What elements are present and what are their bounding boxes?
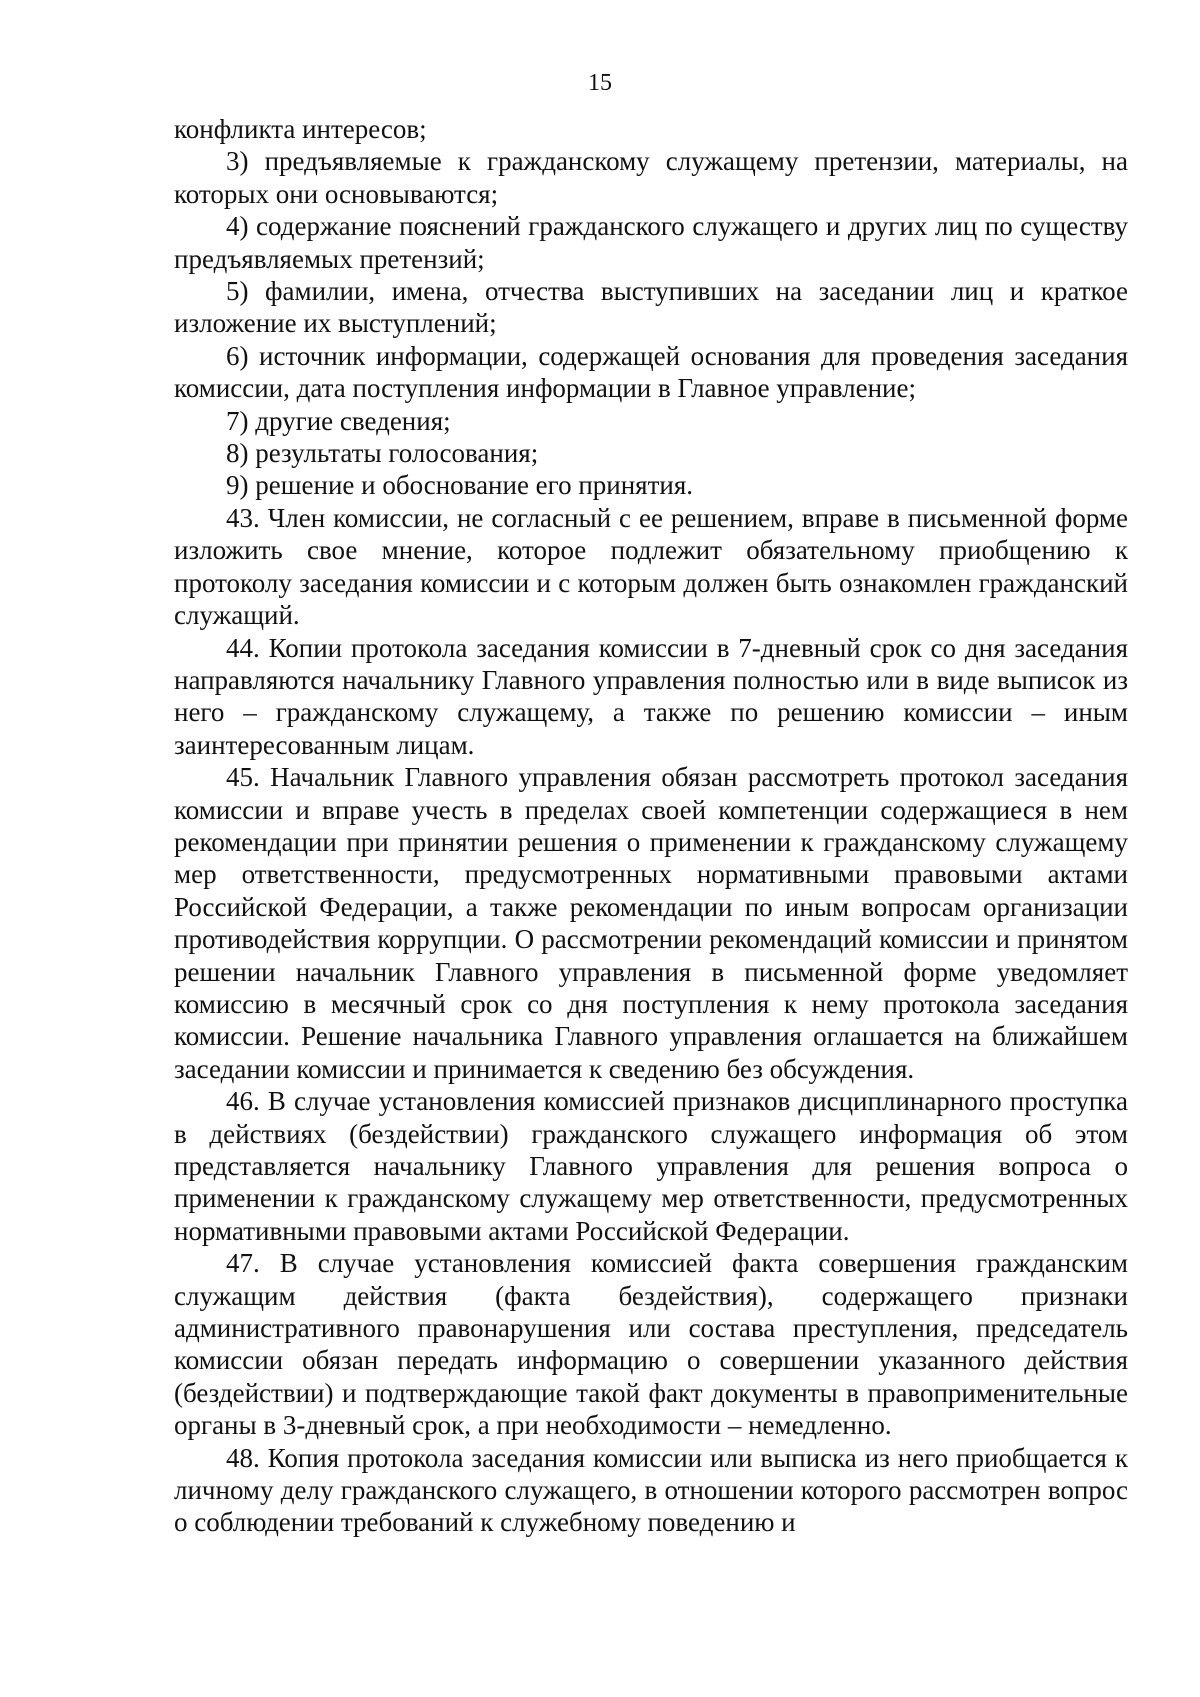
list-item-6: 6) источник информации, содержащей основания для проведения заседания комиссии, дата поступления информации в Главное управление;	[174, 340, 1128, 404]
list-item-7: 7) другие сведения;	[226, 405, 451, 436]
list-item-9: 9) решение и обоснование его принятия.	[226, 470, 694, 501]
clause-45: 45. Начальник Главного управления обязан рассмотреть протокол заседания комиссии и вправе учесть в пределах своей компетенции содержащиеся в нем рекомендации при принятии решения о применении к гражданскому служащему мер ответственности, предусмотренных нормативными правовыми актами Российской Федерации, а также рекомендации по иным вопросам организации противодействия коррупции. О рассмотрении рекомендаций комиссии и принятом решении начальник Главного управления в письменной форме уведомляет комиссию в месячный срок со дня поступления к нему протокола заседания комиссии. Решение начальника Главного управления оглашается на ближайшем заседании комиссии и принимается к сведению без обсуждения.	[174, 762, 1128, 1084]
clause-43: 43. Член комиссии, не согласный с ее решением, вправе в письменной форме изложить свое мнение, которое подлежит обязательному приобщению к протоколу заседания комиссии и с которым должен быть ознакомлен гражданский служащий.	[174, 502, 1128, 631]
clause-44: 44. Копии протокола заседания комиссии в 7-дневный срок со дня заседания направляются начальнику Главного управления полностью или в виде выписок из него – гражданскому служащему, а также по решению комиссии – иным заинтересованным лицам.	[174, 632, 1128, 760]
list-item-3: 3) предъявляемые к гражданскому служащему претензии, материалы, на которых они основываются;	[174, 146, 1128, 209]
page-number: 15	[588, 70, 612, 96]
clause-48: 48. Копия протокола заседания комиссии или выписка из него приобщается к личному делу гражданского служащего, в отношении которого рассмотрен вопрос о соблюдении требований к служебному поведению и	[174, 1442, 1128, 1538]
clause-47: 47. В случае установления комиссией факта совершения гражданским служащим действия (факта бездействия), содержащего признаки административного правонарушения или состава преступления, председатель комиссии обязан передать информацию о совершении указанного действия (бездействии) и подтверждающие такой факт документы в правоприменительные органы в 3-дневный срок, а при необходимости – немедленно.	[174, 1248, 1128, 1441]
document-body	[174, 113, 1128, 1539]
list-item-8: 8) результаты голосования;	[226, 438, 539, 469]
paragraph-continuation: конфликта интересов;	[174, 114, 427, 144]
clause-46: 46. В случае установления комиссией признаков дисциплинарного проступка в действиях (бездействии) гражданского служащего информация об этом представляется начальнику Главного управления для решения вопроса о применении к гражданскому служащему мер ответственности, предусмотренных нормативными правовыми актами Российской Федерации.	[174, 1086, 1128, 1246]
list-item-5: 5) фамилии, имена, отчества выступивших на заседании лиц и краткое изложение их выступлений;	[174, 276, 1128, 339]
list-item-4: 4) содержание пояснений гражданского служащего и других лиц по существу предъявляемых претензий;	[174, 211, 1128, 274]
